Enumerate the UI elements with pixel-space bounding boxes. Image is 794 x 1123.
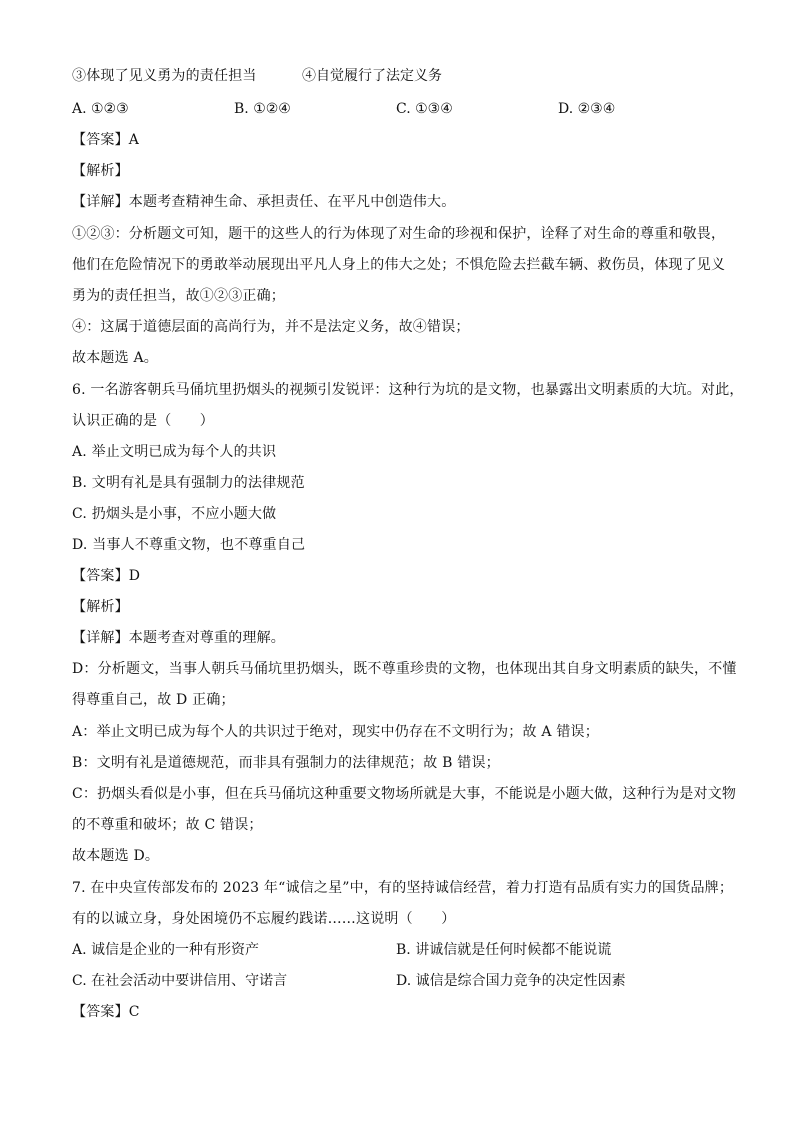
q5-explanation-line: ④：这属于道德层面的高尚行为，并不是法定义务，故④错误； xyxy=(72,319,470,335)
q5-conclusion: 故本题选 A。 xyxy=(72,350,158,366)
q6-explanation-line: A：举止文明已成为每个人的共识过于绝对，现实中仍存在不文明行为；故 A 错误； xyxy=(72,724,599,740)
q5-explanation-line: 勇为的责任担当，故①②③正确； xyxy=(72,288,285,304)
q6-conclusion: 故本题选 D。 xyxy=(72,848,160,864)
q6-explanation-line: 得尊重自己，故 D 正确； xyxy=(72,692,235,708)
q6-stem: 6. 一名游客朝兵马俑坑里扔烟头的视频引发锐评：这种行为坑的是文物，也暴露出文明素质的大坑。对此， xyxy=(72,382,744,398)
q5-option-c: C. ①③④ xyxy=(396,101,453,117)
q7-option-d: D. 诚信是综合国力竞争的决定性因素 xyxy=(396,973,626,989)
q7-stem: 有的以诚立身，身处困境仍不忘履约践诺……这说明（ ） xyxy=(72,911,456,927)
q6-explanation-line: C：扔烟头看似是小事，但在兵马俑坑这种重要文物场所就是大事，不能说是小题大做，这种行为是对文物 xyxy=(72,786,737,802)
q5-option-a: A. ①②③ xyxy=(72,101,129,117)
q6-explanation-line: D：分析题文，当事人朝兵马俑坑里扔烟头，既不尊重珍贵的文物，也体现出其自身文明素质的缺失，不懂 xyxy=(72,661,737,677)
q5-item-4: ④自觉履行了法定义务 xyxy=(302,68,442,84)
q7-option-a: A. 诚信是企业的一种有形资产 xyxy=(72,942,260,958)
q6-detail: 【详解】本题考查对尊重的理解。 xyxy=(72,630,285,646)
q7-option-b: B. 讲诚信就是任何时候都不能说谎 xyxy=(396,942,612,958)
q5-option-b: B. ①②④ xyxy=(234,101,291,117)
q6-option-c: C. 扔烟头是小事，不应小题大做 xyxy=(72,506,277,522)
q6-explanation-line: B：文明有礼是道德规范，而非具有强制力的法律规范；故 B 错误； xyxy=(72,755,500,771)
q6-stem: 认识正确的是（ ） xyxy=(72,413,214,429)
q5-explanation-line: ①②③：分析题文可知，题干的这些人的行为体现了对生命的珍视和保护，诠释了对生命的尊重和敬畏， xyxy=(72,226,726,242)
q6-answer: 【答案】D xyxy=(72,568,141,584)
q6-explanation-line: 的不尊重和破坏；故 C 错误； xyxy=(72,817,263,833)
q7-stem: 7. 在中央宣传部发布的 2023 年“诚信之星”中，有的坚持诚信经营，着力打造有品质有实力的国货品牌； xyxy=(72,880,734,896)
q5-answer: 【答案】A xyxy=(72,132,140,148)
q7-answer: 【答案】C xyxy=(72,1004,140,1020)
q5-option-d: D. ②③④ xyxy=(558,101,616,117)
q6-option-a: A. 举止文明已成为每个人的共识 xyxy=(72,444,277,460)
q5-analysis-label: 【解析】 xyxy=(72,163,129,179)
q5-explanation-line: 他们在危险情况下的勇敢举动展现出平凡人身上的伟大之处；不惧危险去拦截车辆、救伤员，体现了见义 xyxy=(72,257,726,273)
q6-option-b: B. 文明有礼是具有强制力的法律规范 xyxy=(72,475,305,491)
q6-option-d: D. 当事人不尊重文物，也不尊重自己 xyxy=(72,537,306,553)
q6-analysis-label: 【解析】 xyxy=(72,599,129,615)
q7-option-c: C. 在社会活动中要讲信用、守诺言 xyxy=(72,973,288,989)
q5-detail: 【详解】本题考查精神生命、承担责任、在平凡中创造伟大。 xyxy=(72,194,456,210)
q5-item-3: ③体现了见义勇为的责任担当 xyxy=(72,68,257,84)
